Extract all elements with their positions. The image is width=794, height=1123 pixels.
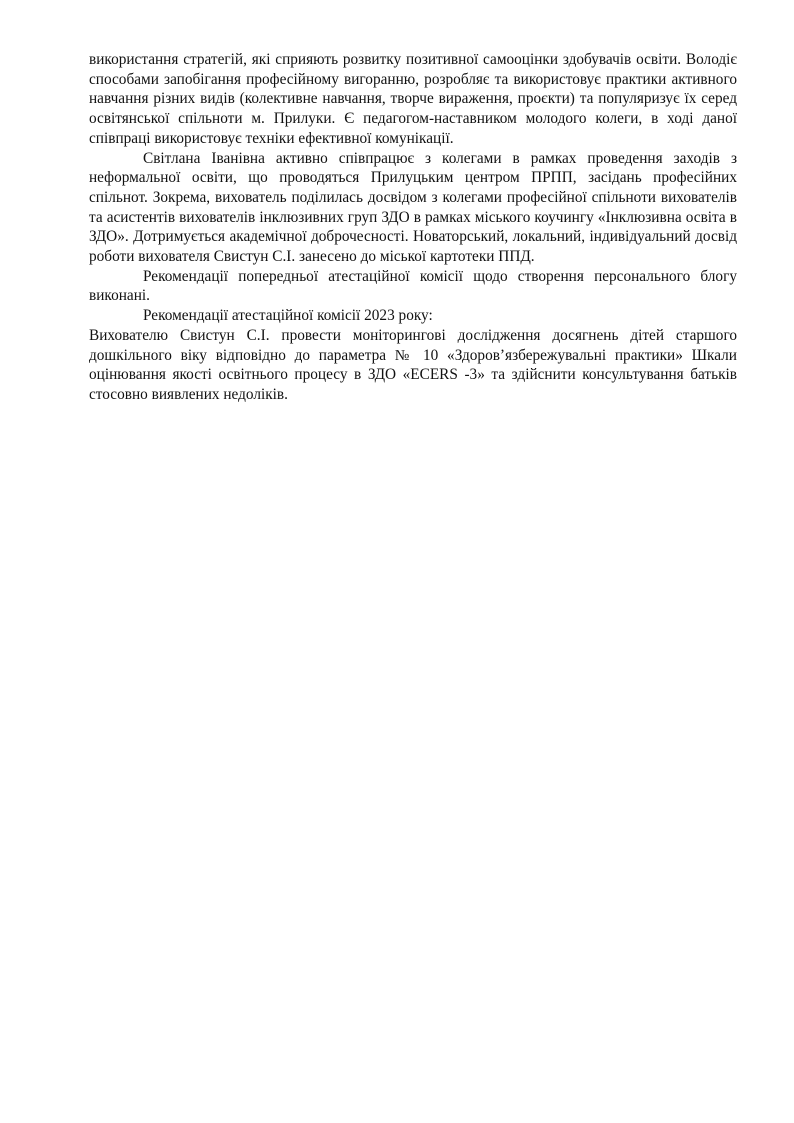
paragraph-strategies: використання стратегій, які сприяють розвитку позитивної самооцінки здобувачів освіти. Володіє способами запобігання професійному вигоранню, розробляє та використовує практики активного навчання різних видів (колективне навчання, творче вираження, проєкти) та популяризує їх серед освітянської спільноти м. Прилуки. Є педагогом-наставником молодого колеги, в ході даної співпраці використовує техніки ефективної комунікації. (89, 51, 737, 147)
paragraph-recommendations-body: Вихователю Свистун С.І. провести моніторингові дослідження досягнень дітей старшого дошкільного віку відповідно до параметра № 10 «Здоров’язбережувальні практики» Шкали оцінювання якості освітнього процесу в ЗДО «ECERS -3» та здійснити консультування батьків стосовно виявлених недоліків. (89, 326, 737, 403)
paragraph-previous-recommendations: Рекомендації попередньої атестаційної комісії щодо створення персонального блогу виконані. (89, 267, 737, 305)
paragraph-cooperation: Світлана Іванівна активно співпрацює з колегами в рамках проведення заходів з неформальної освіти, що проводяться Прилуцьким центром ПРПП, засідань професійних спільнот. Зокрема, вихователь поділилась досвідом з колегами професійної спільноти вихователів та асистентів вихователів інклюзивних груп ЗДО в рамках міського коучингу «Інклюзивна освіта в ЗДО». Дотримується академічної доброчесності. Новаторський, локальний, індивідуальний досвід роботи вихователя Свистун С.І. занесено до міської картотеки ППД. (89, 149, 737, 266)
paragraph-recommendations-heading: Рекомендації атестаційної комісії 2023 року: (143, 307, 433, 325)
document-page (89, 50, 737, 405)
